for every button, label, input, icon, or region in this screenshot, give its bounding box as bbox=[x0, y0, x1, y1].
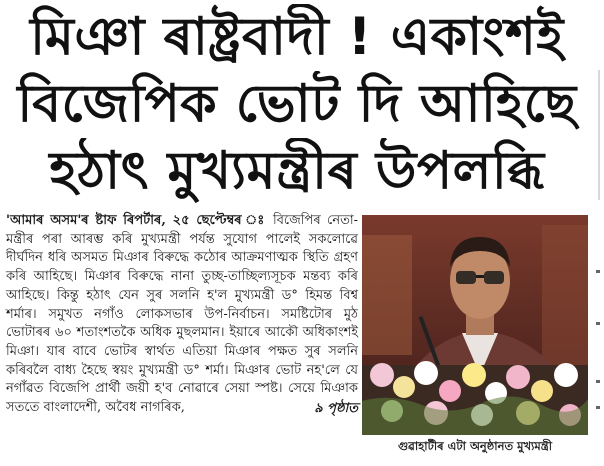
headline-line-3: হঠাৎ মুখ্যমন্ত্ৰীৰ উপলব্ধি bbox=[49, 141, 545, 201]
photo-caption: গুৱাহাটীৰ এটা অনুষ্ঠানত মুখ্যমন্ত্ৰী bbox=[397, 439, 553, 453]
chief-minister-photo bbox=[362, 215, 588, 435]
article-body bbox=[6, 212, 358, 418]
article-text: বিজেপিৰ নেতা-মন্ত্ৰীৰ পৰা আৰম্ভ কৰি মুখ্যমন্ত্ৰী পৰ্যন্ত সুযোগ পালেই সকলোৱে দীৰ্ঘদিন ধৰি অসমত মিঞাৰ বিৰুদ্ধে কঠোৰ আক্ৰমণাত্মক স্থিতি গ্ৰহণ কৰি আহিছে। মিঞাৰ বিৰুদ্ধে নানা তুচ্ছ-তাচ্ছিল্যসূচক মন্তব্য কৰি আহিছে। কিন্তু হঠাৎ যেন সুৰ সলনি হ'ল মুখ্যমন্ত্ৰী ড° হিমন্ত বিশ্ব শৰ্মাৰ। সমুখত নগাঁও লোকসভাৰ উপ-নিৰ্বাচন। সমষ্টিটোৰ মুঠ ভোটাৰৰ ৬০ শতাংশতকৈ অধিক মুছলমান। ইয়াৰে আকৌ অধিকাংশই মিঞা। যাৰ বাবে ভোটৰ স্বাৰ্থত এতিয়া মিঞাৰ পক্ষত সুৰ সলনি কৰিবলৈ বাধ্য হৈছে স্বয়ং মুখ্যমন্ত্ৰী ড° শৰ্মা। মিঞাৰ ভোট নহ'লে যে নগাঁৱত বিজেপি প্ৰাৰ্থী জয়ী হ'ব নোৱাৰে সেয়া স্পষ্ট। সেয়ে মিঞাক সততে বাংলাদেশী, অবৈধ নাগৰিক, bbox=[6, 213, 359, 416]
adjacent-column-fragment bbox=[594, 230, 602, 460]
byline: 'আমাৰ অসম'ৰ ষ্টাফ ৰিপৰ্টাৰ, ২৫ ছেপ্টেম্বৰ ঃ bbox=[6, 213, 267, 228]
continued-on-page: ৯ পৃষ্ঠাত bbox=[308, 400, 358, 419]
news-photo bbox=[362, 215, 588, 435]
headline bbox=[6, 4, 588, 205]
headline-line-2: বিজেপিক ভোট দি আহিছে bbox=[17, 74, 577, 134]
column-divider bbox=[598, 70, 600, 200]
headline-line-1: মিঞা ৰাষ্ট্ৰবাদী ! একাংশই bbox=[30, 7, 564, 67]
article-paragraph bbox=[6, 212, 358, 418]
